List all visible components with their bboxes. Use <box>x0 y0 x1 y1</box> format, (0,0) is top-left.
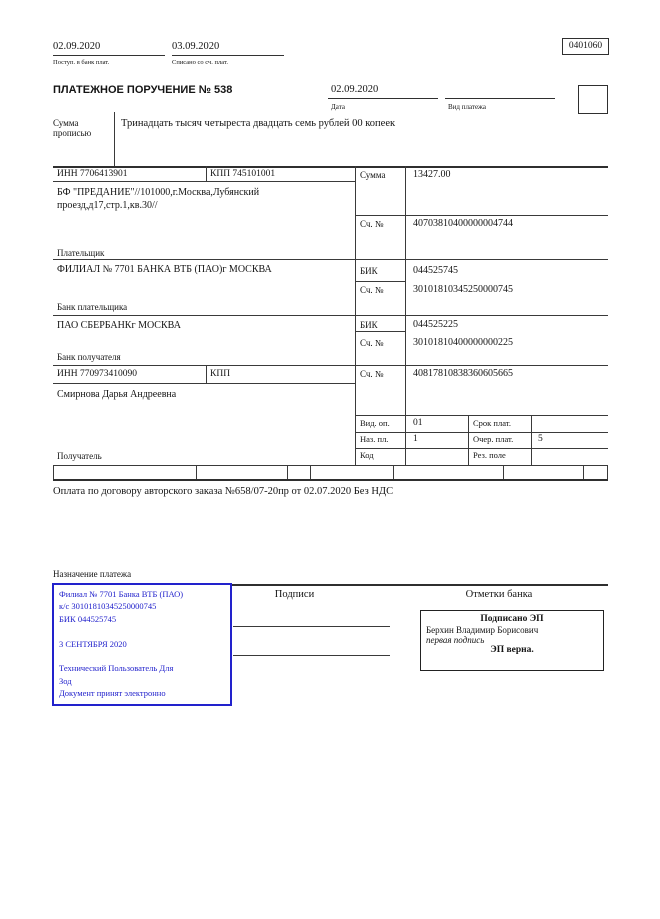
beneficiary-bank-name: ПАО СБЕРБАНКг МОСКВА <box>57 320 181 331</box>
tax-row-v6 <box>583 465 584 479</box>
electronic-signature-stamp <box>420 610 604 671</box>
beneficiary-bank-bik: 044525225 <box>413 319 458 330</box>
kpp-divider-bottom <box>206 365 207 383</box>
tax-row-v1 <box>196 465 197 479</box>
stamp-line: к/с 30101810345250000745 <box>59 601 157 612</box>
code-label: Код <box>360 450 374 460</box>
payment-purpose-label: Назначение платежа <box>53 569 132 579</box>
received-in-bank-date: 02.09.2020 <box>53 41 165 56</box>
document-title: ПЛАТЕЖНОЕ ПОРУЧЕНИЕ № 538 <box>53 84 233 96</box>
table-bottom-border <box>53 465 608 466</box>
document-date-value: 02.09.2020 <box>331 84 379 95</box>
stamp-line: БИК 044525745 <box>59 613 117 624</box>
beneficiary-bank-bik-label: БИК <box>360 320 378 330</box>
purpose-code-value: 1 <box>413 434 418 444</box>
payer-account-label: Сч. № <box>360 219 384 229</box>
payment-type-label: Вид платежа <box>448 103 487 111</box>
ep-signature-kind: первая подпись <box>426 635 485 645</box>
signature-line-2 <box>233 655 390 656</box>
stamp-line: Документ принят электронно <box>59 688 166 699</box>
date-label: Дата <box>331 103 345 111</box>
payer-kpp: КПП 745101001 <box>210 169 276 179</box>
amount-divider-line <box>114 112 115 167</box>
tax-row-v5 <box>503 465 504 479</box>
sum-value: 13427.00 <box>413 169 451 180</box>
beneficiary-inn: ИНН 770973410090 <box>57 369 137 379</box>
beneficiary-bank-account: 30101810400000000225 <box>413 337 513 348</box>
payer-bank-bik-label: БИК <box>360 266 378 276</box>
payer-bank-section-border <box>53 315 608 316</box>
label-value-divider <box>405 166 406 465</box>
tax-row-v4 <box>393 465 394 479</box>
beneficiary-name: Смирнова Дарья Андреевна <box>57 389 177 400</box>
purpose-code-label: Наз. пл. <box>360 434 389 444</box>
ep-validity: ЭП верна. <box>490 645 534 655</box>
subtable-top-border <box>355 415 608 416</box>
bik1-label-border <box>355 281 405 282</box>
tax-row-v2 <box>287 465 288 479</box>
amount-in-words-value: Тринадцать тысяч четыреста двадцать семь рублей 00 копеек <box>121 118 396 129</box>
op-type-label: Вид. оп. <box>360 418 390 428</box>
payer-bank-name: ФИЛИАЛ № 7701 БАНКА ВТБ (ПАО)г МОСКВА <box>57 264 272 275</box>
payment-type-box <box>578 85 608 114</box>
payer-bank-account-label: Сч. № <box>360 285 384 295</box>
right-section-divider <box>355 166 356 465</box>
tax-row-v7 <box>607 465 608 479</box>
inn2-row-border <box>53 383 355 384</box>
sum-row-border <box>355 215 608 216</box>
signature-line-1 <box>233 626 390 627</box>
bank-acceptance-stamp <box>52 583 232 706</box>
op-type-value: 01 <box>413 418 423 428</box>
payer-inn: ИНН 7706413901 <box>57 169 128 179</box>
inn-row-border <box>53 181 355 182</box>
payer-name: БФ "ПРЕДАНИЕ"//101000,г.Москва,Лубянский проезд,д17,стр.1,кв.30// <box>57 187 260 211</box>
stamp-line: Технический Пользователь Для <box>59 663 174 674</box>
subtable-divider-1 <box>468 415 469 465</box>
stamp-line: 3 СЕНТЯБРЯ 2020 <box>59 638 127 649</box>
signatures-label: Подписи <box>274 589 315 600</box>
priority-label: Очер. плат. <box>473 434 514 444</box>
sum-label: Сумма <box>360 170 386 180</box>
beneficiary-kpp-label: КПП <box>210 369 231 379</box>
stamp-line <box>59 650 225 662</box>
payer-bank-bik: 044525745 <box>413 265 458 276</box>
ep-signer-name: Берхин Владимир Борисович <box>426 625 539 635</box>
payer-section-label: Плательщик <box>57 248 105 258</box>
payer-bank-account: 30101810345250000745 <box>413 284 513 295</box>
subtable-row1-border <box>355 432 608 433</box>
reserve-field-label: Рез. поле <box>473 450 506 460</box>
subtable-divider-2 <box>531 415 532 465</box>
priority-value: 5 <box>538 434 543 444</box>
stamp-line: Филиал № 7701 Банка ВТБ (ПАО) <box>59 589 184 599</box>
payer-section-border <box>53 259 608 260</box>
payment-type-underline <box>445 85 555 99</box>
bik2-label-border <box>355 331 405 332</box>
kpp-divider-top <box>206 166 207 181</box>
ep-signed-title: Подписано ЭП <box>480 614 544 624</box>
beneficiary-bank-section-label: Банк получателя <box>57 352 121 362</box>
amount-in-words-label: Сумма прописью <box>53 118 92 139</box>
form-code-box: 0401060 <box>562 38 609 55</box>
debited-from-account-label: Списано со сч. плат. <box>172 59 228 66</box>
beneficiary-bank-account-label: Сч. № <box>360 338 384 348</box>
pay-term-label: Срок плат. <box>473 418 511 428</box>
beneficiary-section-label: Получатель <box>57 451 102 461</box>
stamp-line: Зод <box>59 675 72 686</box>
table-bottom-thick-border <box>53 479 608 481</box>
table-top-border <box>53 166 608 168</box>
tax-row-v0 <box>53 465 54 479</box>
payer-bank-section-label: Банк плательщика <box>57 302 128 312</box>
stamp-line <box>59 625 225 637</box>
debited-from-account-date: 03.09.2020 <box>172 41 284 56</box>
beneficiary-bank-section-border <box>53 365 608 366</box>
beneficiary-account: 40817810838360605665 <box>413 368 513 379</box>
tax-row-v3 <box>310 465 311 479</box>
payment-purpose-text: Оплата по договору авторского заказа №658/07-20пр от 02.07.2020 Без НДС <box>53 486 394 497</box>
payer-account: 40703810400000004744 <box>413 218 513 229</box>
received-in-bank-label: Поступ. в банк плат. <box>53 59 110 66</box>
subtable-row2-border <box>355 448 608 449</box>
beneficiary-account-label: Сч. № <box>360 369 384 379</box>
date-underline <box>328 85 438 99</box>
bank-marks-label: Отметки банка <box>465 589 533 600</box>
